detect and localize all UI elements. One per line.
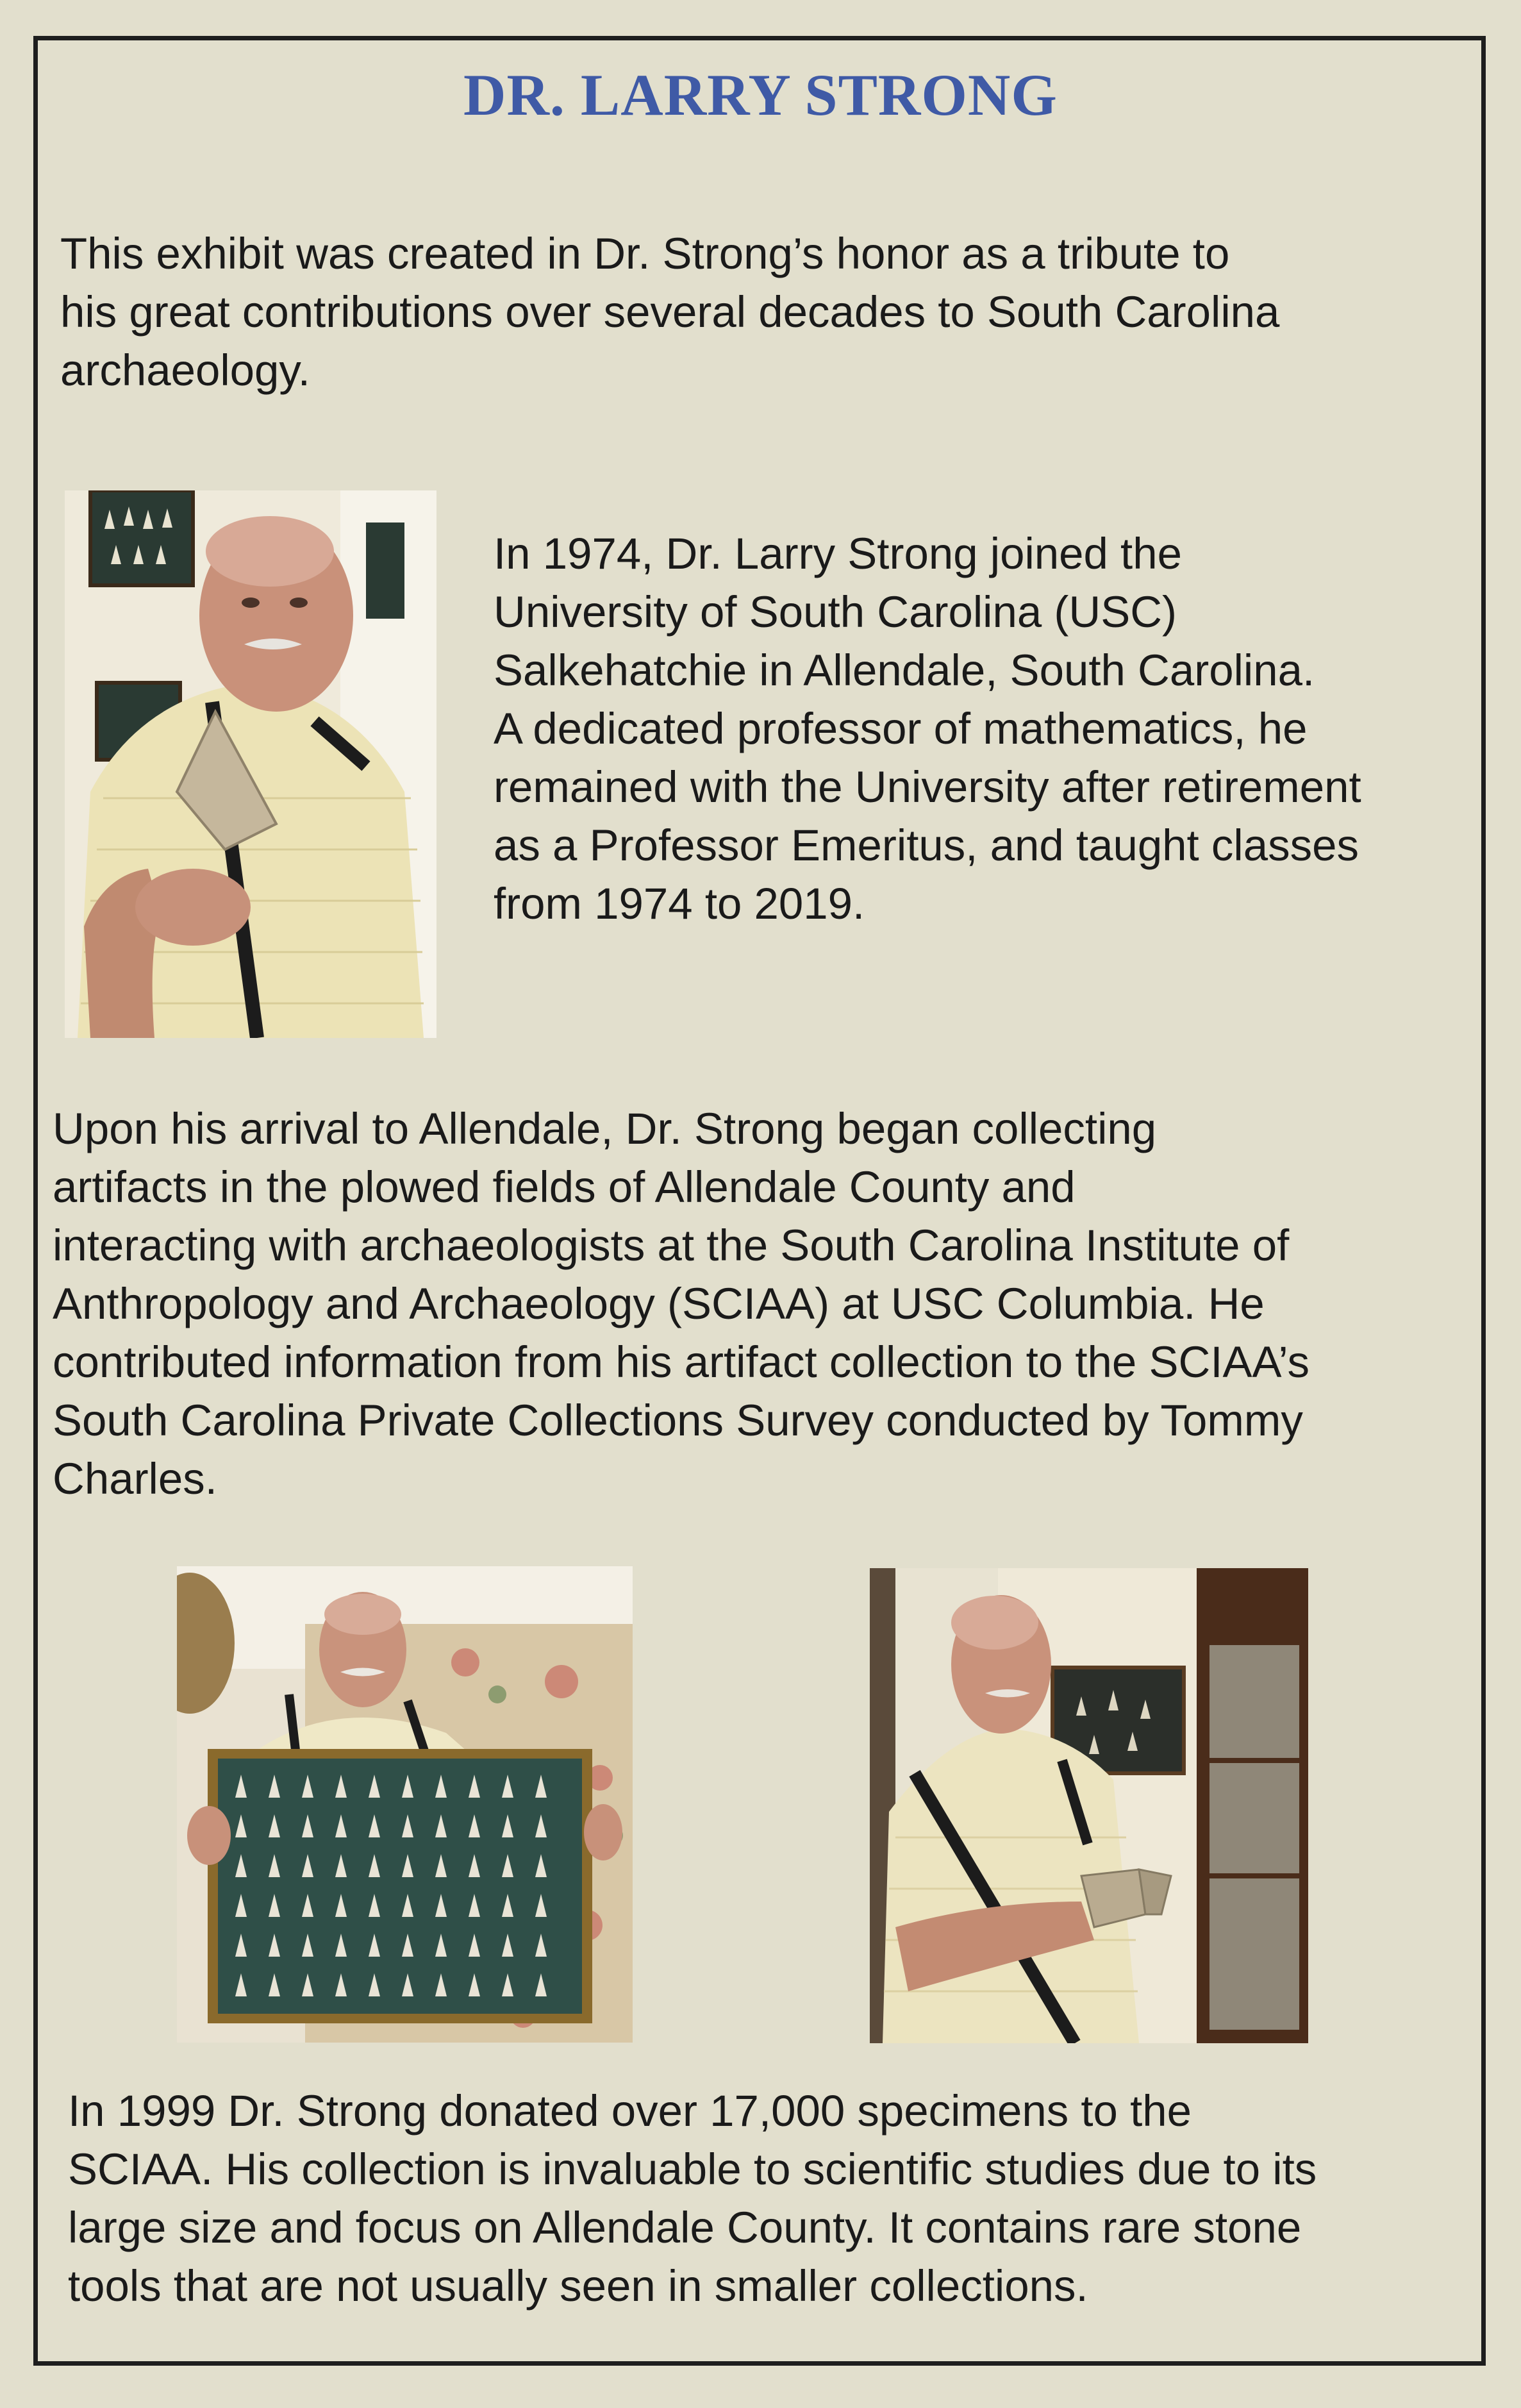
photo-holding-artifact-frame <box>177 1566 633 2043</box>
intro-paragraph: This exhibit was created in Dr. Strong’s honor as a tribute to his great contributions over several decades to South Carolina archaeology. <box>60 229 1280 395</box>
page-title: DR. LARRY STRONG <box>463 62 1058 128</box>
collecting-paragraph: Upon his arrival to Allendale, Dr. Strong began collecting artifacts in the plowed fields of Allendale County and interacting with archaeologists at the South Carolina Institute of Anthropology and Archaeology (SCIAA) at USC Columbia. He contributed information from his artifact collection to the SCIAA’s South Carolina Private Collections Survey conducted by Tommy Charles. <box>53 1104 1310 1503</box>
career-paragraph: In 1974, Dr. Larry Strong joined the University of South Carolina (USC) Salkehatchie in Allendale, South Carolina. A dedicated professor of mathematics, he remained with the University after retirement as a Professor Emeritus, and taught classes from 1974 to 2019. <box>494 529 1361 928</box>
photo-portrait-holding-artifact <box>65 490 436 1038</box>
photo-holding-stone-tools <box>870 1568 1308 2043</box>
donation-paragraph: In 1999 Dr. Strong donated over 17,000 specimens to the SCIAA. His collection is invaluable to scientific studies due to its large size and focus on Allendale County. It contains rare stone tools that are not usually seen in smaller collections. <box>68 2086 1317 2311</box>
